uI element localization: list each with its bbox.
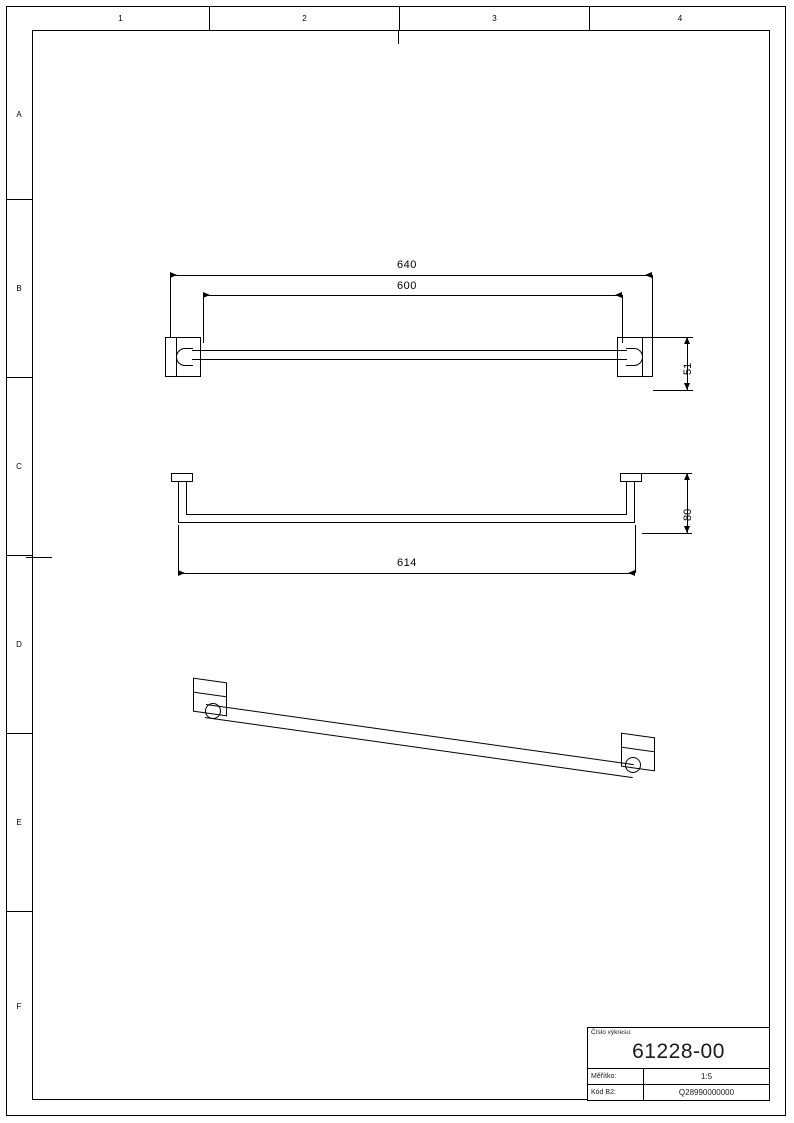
dim-51-text: 51 xyxy=(682,362,694,375)
dim-614-ext-right xyxy=(635,525,636,573)
drawing-number-row xyxy=(588,1028,769,1069)
rail2-right-post-inner xyxy=(626,482,627,514)
dim-600-arrow-left xyxy=(203,292,210,298)
dim-600-ext-left xyxy=(203,295,204,343)
dim-614-arrow-left xyxy=(178,570,185,576)
center-tick xyxy=(398,30,399,44)
row-zone-strip xyxy=(6,30,32,1100)
code-label: Kód B2: xyxy=(588,1085,644,1100)
rail2-right-flange xyxy=(620,473,642,482)
row-label-e: E xyxy=(6,734,32,912)
scale-value: 1:5 xyxy=(700,1072,713,1081)
column-label-4: 4 xyxy=(677,13,683,23)
column-label-3: 3 xyxy=(400,6,590,30)
column-label-2: 2 xyxy=(210,6,400,30)
dim-614-arrow-right xyxy=(628,570,635,576)
dim-51-arrow-bottom xyxy=(684,383,690,390)
dim-640-line xyxy=(170,275,652,276)
rail-bar-bottom-line xyxy=(192,359,627,360)
scale-row xyxy=(588,1069,769,1085)
dim-80-arrow-bottom xyxy=(684,526,690,533)
column-label-1: 1 xyxy=(32,6,210,30)
rail2-left-post-outer xyxy=(178,482,179,522)
dim-640-arrow-left xyxy=(170,272,177,278)
dim-80-ext-bottom xyxy=(642,533,692,534)
column-zone-strip xyxy=(32,6,770,30)
dim-80-arrow-top xyxy=(684,473,690,480)
code-value: Q28990000000 xyxy=(678,1088,735,1097)
row-label-f: F xyxy=(16,1001,22,1011)
title-block xyxy=(587,1027,770,1101)
rail2-right-post-outer xyxy=(634,482,635,522)
dim-614-line xyxy=(178,573,635,574)
dim-51-ext-bottom xyxy=(653,390,693,391)
rail2-bar-top xyxy=(186,514,627,515)
rail-bar-top-line xyxy=(192,350,627,351)
dim-80-text: 80 xyxy=(682,508,694,521)
dim-640-arrow-right xyxy=(645,272,652,278)
drawing-number-label: Číslo výkresu: xyxy=(591,1029,632,1036)
row-label-b: B xyxy=(6,200,32,378)
dim-640-ext-right xyxy=(652,275,653,337)
dim-640-text: 640 xyxy=(397,259,417,271)
rail2-left-flange xyxy=(171,473,193,482)
row-label-d: D xyxy=(6,556,32,734)
dim-600-ext-right xyxy=(622,295,623,343)
dim-614-text: 614 xyxy=(397,557,417,569)
dim-80-line xyxy=(687,473,688,533)
dim-614-ext-left xyxy=(178,525,179,573)
dim-51-arrow-top xyxy=(684,337,690,344)
dim-600-text: 600 xyxy=(397,280,417,292)
rail2-left-post-inner xyxy=(186,482,187,514)
row-label-c: C xyxy=(6,378,32,556)
drawing-number-value: 61228-00 xyxy=(632,1040,725,1063)
row-mid-tick xyxy=(26,557,52,558)
scale-label: Měřítko: xyxy=(588,1069,644,1084)
code-row xyxy=(588,1085,769,1100)
dim-640-ext-left xyxy=(170,275,171,337)
dim-600-arrow-right xyxy=(615,292,622,298)
rail2-bar-bottom xyxy=(178,522,635,523)
dim-600-line xyxy=(203,295,622,296)
rail-left-collar xyxy=(176,348,193,366)
row-label-a: A xyxy=(6,30,32,200)
